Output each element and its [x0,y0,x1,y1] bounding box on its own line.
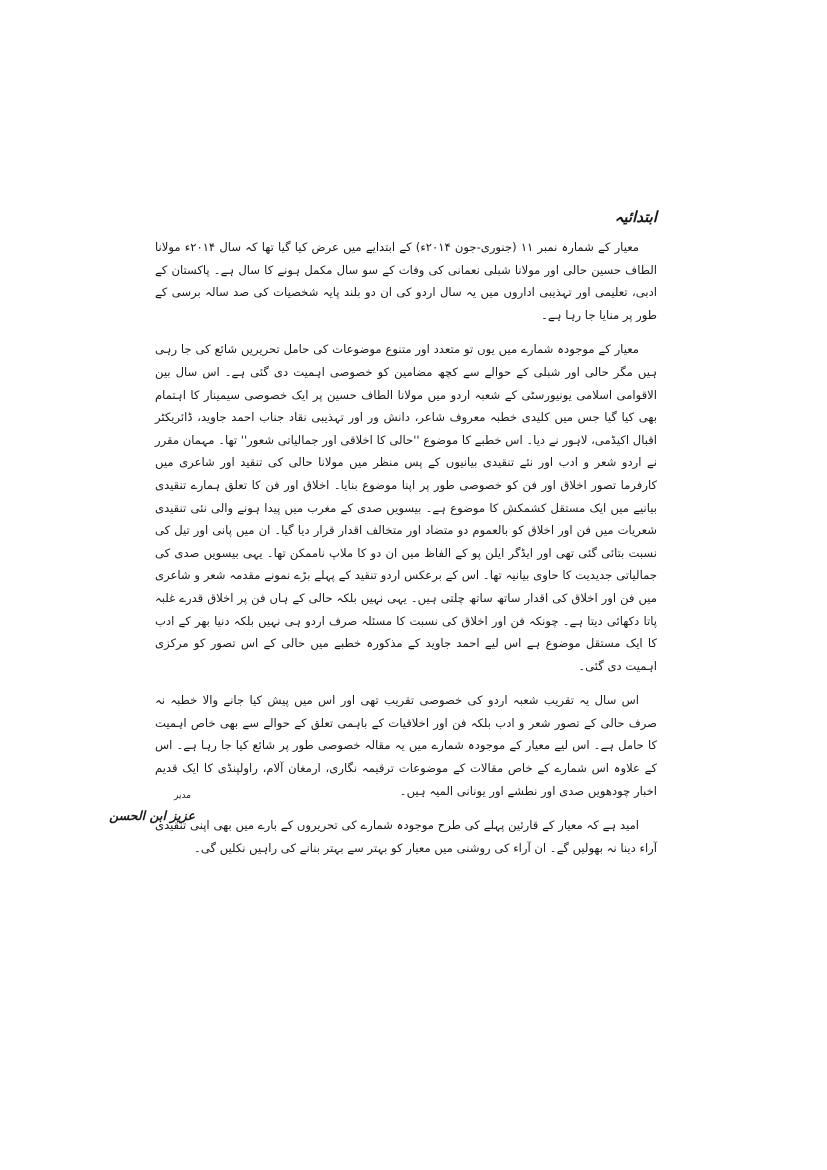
editor-name: عزیز ابن الحسن [109,808,195,823]
editorial-body [155,206,657,869]
editor-signature [109,790,195,824]
paragraph-4: امید ہے کہ معیار کے قارئین پہلے کی طرح موجودہ شمارے کی تحریروں کے بارے میں بھی اپنی تنقیدی آراء دینا نہ بھولیں گے۔ ان آراء کی روشنی میں معیار کو بہتر سے بہتر بنانے کی راہیں نکلیں گی۔ [155,818,657,855]
paragraph-2: معیار کے موجودہ شمارے میں یوں تو متعدد اور متنوع موضوعات کی حامل تحریریں شائع کی جا رہی ہیں مگر حالی اور شبلی کے حوالے سے کچھ مضامین کو خصوصی اہمیت دی گئی ہے۔ اس سال بین الاقوامی اسلامی یونیورسٹی کے شعبہ اردو میں مولانا الطاف حسین پر ایک خصوصی سیمینار کا اہتمام بھی کیا گیا جس میں کلیدی خطبہ معروف شاعر، دانش ور اور تہذیبی نقاد جناب احمد جاوید، ڈائریکٹر اقبال اکیڈمی، لاہور نے دیا۔ اس خطبے کا موضوع ''حالی کا اخلاقی اور جمالیاتی شعور'' تھا۔ مہمان مقرر نے اردو شعر و ادب اور نئے تنقیدی بیانیوں کے پس منظر میں مولانا حالی کی تنقید اور شاعری میں کارفرما تصور اخلاق اور فن کو خصوصی طور پر اپنا موضوع بنایا۔ اخلاق اور فن کا تعلق ہمارے تنقیدی بیانیے میں ایک مستقل کشمکش کا موضوع ہے۔ بیسویں صدی کے مغرب میں پیدا ہونے والی نئی تنقیدی شعریات میں فن اور اخلاق کو بالعموم دو متضاد اور متخالف اقدار قرار دیا گیا۔ ان میں پانی اور تیل کی نسبت بتائی گئی تھی اور ایڈگر ایلن پو کے الفاظ میں ان دو کا ملاپ ناممکن تھا۔ یہی بیسویں صدی کی جمالیاتی جدیدیت کا حاوی بیانیہ تھا۔ اس کے برعکس اردو تنقید کے پہلے بڑے نمونے مقدمہ شعر و شاعری میں فن اور اخلاق کی اقدار ساتھ ساتھ چلتی ہیں۔ یہی نہیں بلکہ حالی کے ہاں فن پر اخلاق قدرے غلبہ پاتا دکھائی دیتا ہے۔ چونکہ فن اور اخلاق کی نسبت کا مسئلہ صرف اردو ہی نہیں بلکہ دنیا بھر کے ادب کا ایک مستقل موضوع ہے اس لیے احمد جاوید کے مذکورہ خطبے میں حالی کے اس تصور کو مرکزی اہمیت دی گئی۔ [155,342,657,673]
paragraph-3: اس سال یہ تقریب شعبہ اردو کی خصوصی تقریب تھی اور اس میں پیش کیا جانے والا خطبہ نہ صرف حالی کے تصور شعر و ادب بلکہ فن اور اخلاقیات کے باہمی تعلق کے حوالے سے بھی خاص اہمیت کا حامل ہے۔ اس لیے معیار کے موجودہ شمارے میں یہ مقالہ خصوصی طور پر شائع کیا جا رہا ہے۔ اس کے علاوہ اس شمارے کے خاص مقالات کے موضوعات ترقیمہ نگاری، ارمغان آلام، راولپنڈی کا ایک قدیم اخبار چودھویں صدی اور نطشے اور یونانی المیہ ہیں۔ [155,693,657,798]
editor-role-label: مدیر [173,791,191,801]
paragraph-1: معیار کے شمارہ نمبر ۱۱ (جنوری-جون ۲۰۱۴ء) کے ابتدایے میں عرض کیا گیا تھا کہ سال ۲۰۱۴ء مولانا الطاف حسین حالی اور مولانا شبلی نعمانی کی وفات کے سو سال مکمل ہونے کا سال ہے۔ پاکستان کے ادبی، تعلیمی اور تہذیبی اداروں میں یہ سال اردو کی ان دو بلند پایہ شخصیات کی صد سالہ برسی کے طور پر منایا جا رہا ہے۔ [155,240,657,322]
page-title: ابتدائیہ [614,208,657,226]
